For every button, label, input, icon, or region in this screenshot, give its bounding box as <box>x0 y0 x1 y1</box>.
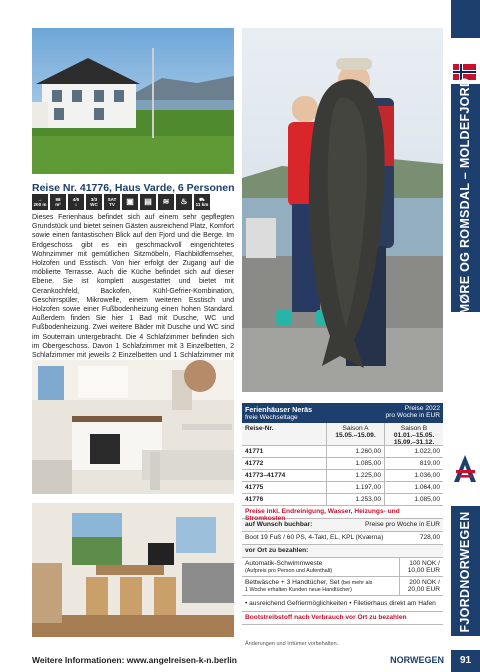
table-row: 41776 1.253,00 1.085,00 <box>242 494 443 506</box>
table-unit: pro Woche in EUR <box>385 412 440 419</box>
fjord-label: FJORDNORWEGEN <box>458 511 472 633</box>
table-year: Preise 2022 <box>404 405 440 412</box>
house-description: Dieses Ferienhaus befindet sich auf einem sehr gepflegten Grundstück und bietet seinen Gästen ausreichend Platz, Komfort sowie einen fantastischen Blick auf den Fjord und die Berge. Im Erdgeschoss gibt es ein geschmackvoll eingerichtetes Wohnzimmer mit gemütlichen Sitzmöbeln, Flachbildfernseher, Holzofen und Esstisch. Von hier erfolgt der Zugang auf die möblierte Terrasse. Auch die Küche befindet sich auf dieser Ebene. Sie ist komplett ausgestattet und bietet mit Cerankochfeld, Backofen, Kühl-Gefrier-Kombination, Geschirrspüler, Mikrowelle, einem weiteren Esstisch und Holzofen sowie einer Fußbodenheizung einen hohen Standard. Außerdem finden Sie hier 1 Bad mit Dusche, WC und Fußbodenheizung. Zwei weitere Bäder mit Dusche und WC sind im Souterrain untergebracht. Die 4 Schlafzimmer befinden sich im Obergeschoss. Davon 1 Schlafzimmer mit 3 Einzelbetten, 2 Schlafzimmer mit jeweils 2 Einzelbetten und 1 Schlafzimmer mit <box>32 214 234 360</box>
region-label: MØRE OG ROMSDAL – MOLDEFJORD <box>458 77 472 315</box>
house-title: Reise Nr. 41776, Haus Varde, 6 Personen <box>32 182 235 194</box>
angelreisen-logo-icon <box>451 452 480 486</box>
size-icon: 98 m² <box>50 194 66 210</box>
house-exterior-photo <box>32 28 234 174</box>
shop-distance-icon: ⛟ 11 km <box>194 194 210 210</box>
col-season-b: Saison B 01.01.–15.05. 15.09.–31.12. <box>384 423 443 445</box>
price-inclusion-note: Preise inkl. Endreinigung, Wasser, Heizungs- und Stromkosten <box>242 506 443 519</box>
living-room-photo <box>32 503 234 637</box>
table-row: 41775 1.197,00 1.064,00 <box>242 482 443 494</box>
price-table-header <box>242 403 443 423</box>
fuel-note: Bootstreibstoff nach Verbrauch vor Ort zu bezahlen <box>242 612 443 625</box>
footer-country: NORWEGEN <box>390 655 444 665</box>
col-season-a: Saison A 15.05.–15.09. <box>326 423 384 445</box>
fireplace-icon: ♨ <box>176 194 192 210</box>
table-row: 41773–41774 1.225,00 1.036,00 <box>242 470 443 482</box>
onsite-header: vor Ort zu bezahlen: <box>242 545 443 558</box>
page-number: 91 <box>451 650 480 672</box>
amenities-bullets: • ausreichend Gefriermöglichkeiten • Filetierhaus direkt am Hafen <box>242 596 443 612</box>
band-top-block <box>451 0 480 38</box>
footer-website-info: Weitere Informationen: www.angelreisen-k-n.berlin <box>32 655 237 665</box>
table-row: 41772 1.085,00 819,00 <box>242 458 443 470</box>
disclaimer-note: Änderungen und Irrtümer vorbehalten. <box>245 641 339 647</box>
col-reise-nr: Reise-Nr. <box>245 425 274 432</box>
dishwasher-icon: ▤ <box>140 194 156 210</box>
bathrooms-icon: 3/3 WC <box>86 194 102 210</box>
price-table <box>242 403 443 625</box>
table-subtitle: freie Wechseltage <box>245 414 298 421</box>
kitchen-photo <box>32 360 234 494</box>
linen-row: Bettwäsche + 3 Handtücher, Set (bei mehr als 1 Woche erhalten Kunden neue Handtücher) 200 NOK / 20,00 EUR <box>242 577 443 596</box>
sat-tv-icon: SAT TV <box>104 194 120 210</box>
bedrooms-icon: 4/6 ⌂ <box>68 194 84 210</box>
washer-icon: ▣ <box>122 194 138 210</box>
halibut-catch-photo <box>242 28 443 392</box>
life-vest-row: Automatik-Schwimmweste (Aufpreis pro Person und Aufenthalt) 100 NOK / 10,00 EUR <box>242 558 443 577</box>
boat-row: Boot 19 Fuß / 60 PS, 4-Takt, EL, KPL (Kværna) 728,00 <box>242 532 443 545</box>
features-icon-row <box>32 194 210 210</box>
wifi-icon: ≋ <box>158 194 174 210</box>
table-title: Ferienhäuser Neräs <box>245 405 313 414</box>
bookable-header: auf Wunsch buchbar: Preise pro Woche in EUR <box>242 519 443 532</box>
distance-water-icon: → 200 m <box>32 194 48 210</box>
table-column-header <box>242 423 443 446</box>
table-row: 41771 1.260,00 1.022,00 <box>242 446 443 458</box>
